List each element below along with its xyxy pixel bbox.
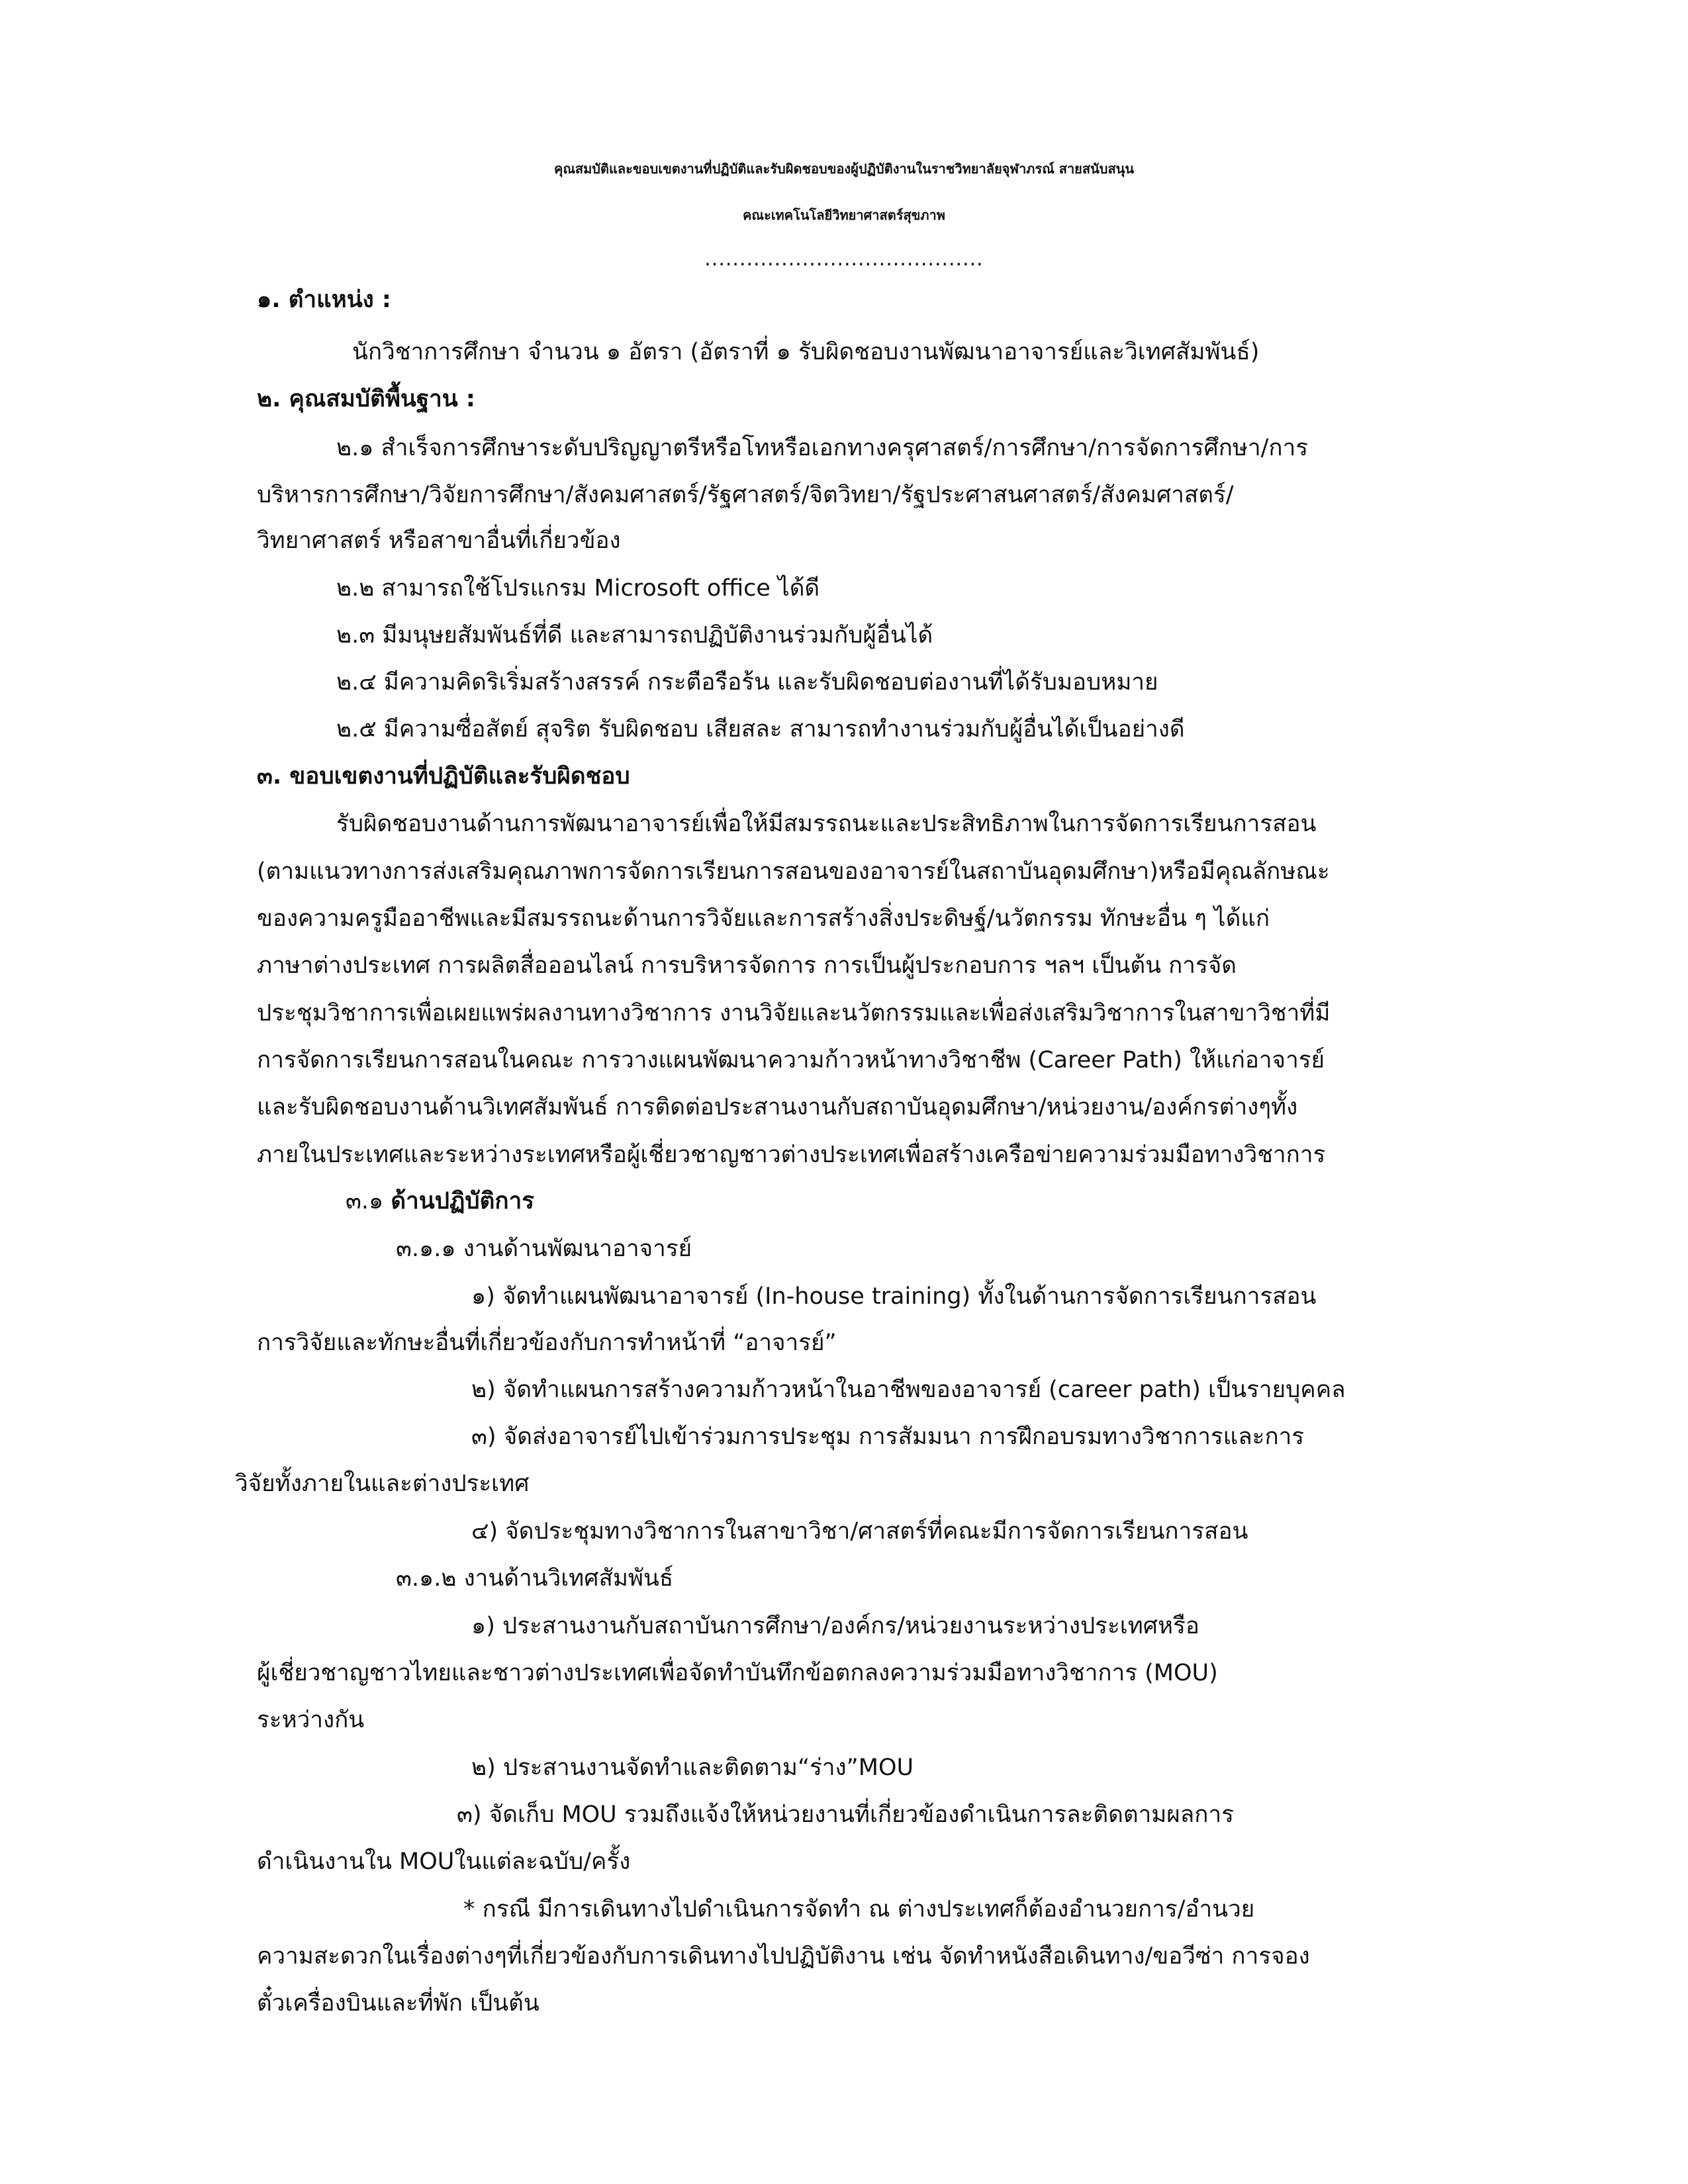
document-title-line-1: คุณสมบัติและขอบเขตงานที่ปฏิบัติและรับผิดชอบของผู้ปฏิบัติงานในราชวิทยาลัยจุฬาภรณ์ สายสนับสนุน [553, 161, 1135, 177]
section-3-heading: ๓. ขอบเขตงานที่ปฏิบัติและรับผิดชอบ [257, 763, 630, 790]
scope-paragraph-line-1: รับผิดชอบงานด้านการพัฒนาอาจารย์เพื่อให้มีสมรรถนะและประสิทธิภาพในการจัดการเรียนการสอน [336, 811, 1317, 837]
travel-note-line-3: ตั๋วเครื่องบินและที่พัก เป็นต้น [257, 1990, 539, 2017]
faculty-dev-item-3-line-1: ๓) จัดส่งอาจารย์ไปเข้าร่วมการประชุม การสัมมนา การฝึกอบรมทางวิชาการและการ [471, 1424, 1305, 1450]
scope-paragraph-line-6: การจัดการเรียนการสอนในคณะ การวางแผนพัฒนาความก้าวหน้าทางวิชาชีพ (Career Path) ให้แก่อาจารย์ [257, 1047, 1325, 1073]
qualification-2-1-line-1: ๒.๑ สำเร็จการศึกษาระดับปริญญาตรีหรือโทหรือเอกทางครุศาสตร์/การศึกษา/การจัดการศึกษา/การ [336, 435, 1309, 461]
section-2-heading: ๒. คุณสมบัติพื้นฐาน : [257, 386, 475, 412]
qualification-2-5: ๒.๕ มีความซื่อสัตย์ สุจริต รับผิดชอบ เสียสละ สามารถทำงานร่วมกับผู้อื่นได้เป็นอย่างดี [336, 716, 1185, 743]
faculty-dev-item-1-line-1: ๑) จัดทำแผนพัฒนาอาจารย์ (In-house training) ทั้งในด้านการจัดการเรียนการสอน [471, 1283, 1317, 1310]
subsection-3-1-heading [346, 1185, 534, 1218]
document-title-line-2: คณะเทคโนโลยีวิทยาศาสตร์สุขภาพ [743, 207, 945, 223]
intl-relations-item-3-line-1: ๓) จัดเก็บ MOU รวมถึงแจ้งให้หน่วยงานที่เกี่ยวข้องดำเนินการละติดตามผลการ [457, 1801, 1234, 1828]
intl-relations-item-2: ๒) ประสานงานจัดทำและติดตาม“ร่าง”MOU [471, 1754, 914, 1781]
intl-relations-item-1-line-3: ระหว่างกัน [257, 1707, 365, 1733]
qualification-2-4: ๒.๔ มีความคิดริเริ่มสร้างสรรค์ กระตือรือร้น และรับผิดชอบต่องานที่ได้รับมอบหมาย [336, 669, 1158, 696]
scope-paragraph-line-5: ประชุมวิชาการเพื่อเผยแพร่ผลงานทางวิชาการ งานวิจัยและนวัตกรรมและเพื่อส่งเสริมวิชาการในสาขาวิชาที่มี [257, 1000, 1331, 1026]
qualification-2-1-line-3: วิทยาศาสตร์ หรือสาขาอื่นที่เกี่ยวข้อง [257, 527, 621, 554]
scope-paragraph-line-3: ของความครูมืออาชีพและมีสมรรถนะด้านการวิจัยและการสร้างสิ่งประดิษฐ์/นวัตกรรม ทักษะอื่น ๆ ได้แก่ [257, 905, 1270, 932]
intl-relations-item-1-line-2: ผู้เชี่ยวชาญชาวไทยและชาวต่างประเทศเพื่อจัดทำบันทึกข้อตกลงความร่วมมือทางวิชาการ (MOU) [257, 1660, 1218, 1686]
scope-paragraph-line-8: ภายในประเทศและระหว่างระเทศหรือผู้เชี่ยวชาญชาวต่างประเทศเพื่อสร้างเครือข่ายความร่วมมือทางวิชาการ [257, 1142, 1326, 1168]
subsection-3-1-number: ๓.๑ [346, 1188, 391, 1214]
faculty-dev-item-2: ๒) จัดทำแผนการสร้างความก้าวหน้าในอาชีพของอาจารย์ (career path) เป็นรายบุคคล [471, 1377, 1346, 1403]
faculty-dev-item-4: ๔) จัดประชุมทางวิชาการในสาขาวิชา/ศาสตร์ที่คณะมีการจัดการเรียนการสอน [471, 1518, 1248, 1545]
subsection-3-1-1-heading: ๓.๑.๑ งานด้านพัฒนาอาจารย์ [396, 1236, 692, 1262]
qualification-2-3: ๒.๓ มีมนุษยสัมพันธ์ที่ดี และสามารถปฏิบัติงานร่วมกับผู้อื่นได้ [336, 622, 933, 649]
faculty-dev-item-1-line-2: การวิจัยและทักษะอื่นที่เกี่ยวข้องกับการทำหน้าที่ “อาจารย์” [257, 1330, 837, 1356]
subsection-3-1-title: ด้านปฏิบัติการ [391, 1188, 535, 1214]
title-dotted-separator: ........................................ [704, 248, 984, 271]
qualification-2-1-line-2: บริหารการศึกษา/วิจัยการศึกษา/สังคมศาสตร์/รัฐศาสตร์/จิตวิทยา/รัฐประศาสนศาสตร์/สังคมศาสตร์/ [257, 482, 1234, 508]
scope-paragraph-line-7: และรับผิดชอบงานด้านวิเทศสัมพันธ์ การติดต่อประสานงานกับสถาบันอุดมศึกษา/หน่วยงาน/องค์กรต่างๆทั้ง [257, 1094, 1298, 1120]
travel-note-line-2: ความสะดวกในเรื่องต่างๆที่เกี่ยวข้องกับการเดินทางไปปฏิบัติงาน เช่น จัดทำหนังสือเดินทาง/ขอวีซ่า การจอง [257, 1943, 1310, 1970]
scope-paragraph-line-2: (ตามแนวทางการส่งเสริมคุณภาพการจัดการเรียนการสอนของอาจารย์ในสถาบันอุดมศึกษา)หรือมีคุณลักษณะ [257, 858, 1330, 885]
travel-note-line-1: * กรณี มีการเดินทางไปดำเนินการจัดทำ ณ ต่างประเทศก็ต้องอำนวยการ/อำนวย [463, 1896, 1255, 1923]
qualification-2-2: ๒.๒ สามารถใช้โปรแกรม Microsoft office ได้ดี [336, 575, 820, 602]
faculty-dev-item-3-line-2: วิจัยทั้งภายในและต่างประเทศ [235, 1471, 530, 1497]
section-1-heading: ๑. ตำแหน่ง : [257, 287, 391, 313]
intl-relations-item-3-line-2: ดำเนินงานใน MOUในแต่ละฉบับ/ครั้ง [257, 1848, 631, 1875]
section-1-position-text: นักวิชาการศึกษา จำนวน ๑ อัตรา (อัตราที่ ๑ รับผิดชอบงานพัฒนาอาจารย์และวิเทศสัมพันธ์) [352, 339, 1260, 365]
subsection-3-1-2-heading: ๓.๑.๒ งานด้านวิเทศสัมพันธ์ [396, 1565, 674, 1592]
intl-relations-item-1-line-1: ๑) ประสานงานกับสถาบันการศึกษา/องค์กร/หน่วยงานระหว่างประเทศหรือ [471, 1613, 1199, 1639]
scope-paragraph-line-4: ภาษาต่างประเทศ การผลิตสื่อออนไลน์ การบริหารจัดการ การเป็นผู้ประกอบการ ฯลฯ เป็นต้น การจัด [257, 952, 1237, 979]
